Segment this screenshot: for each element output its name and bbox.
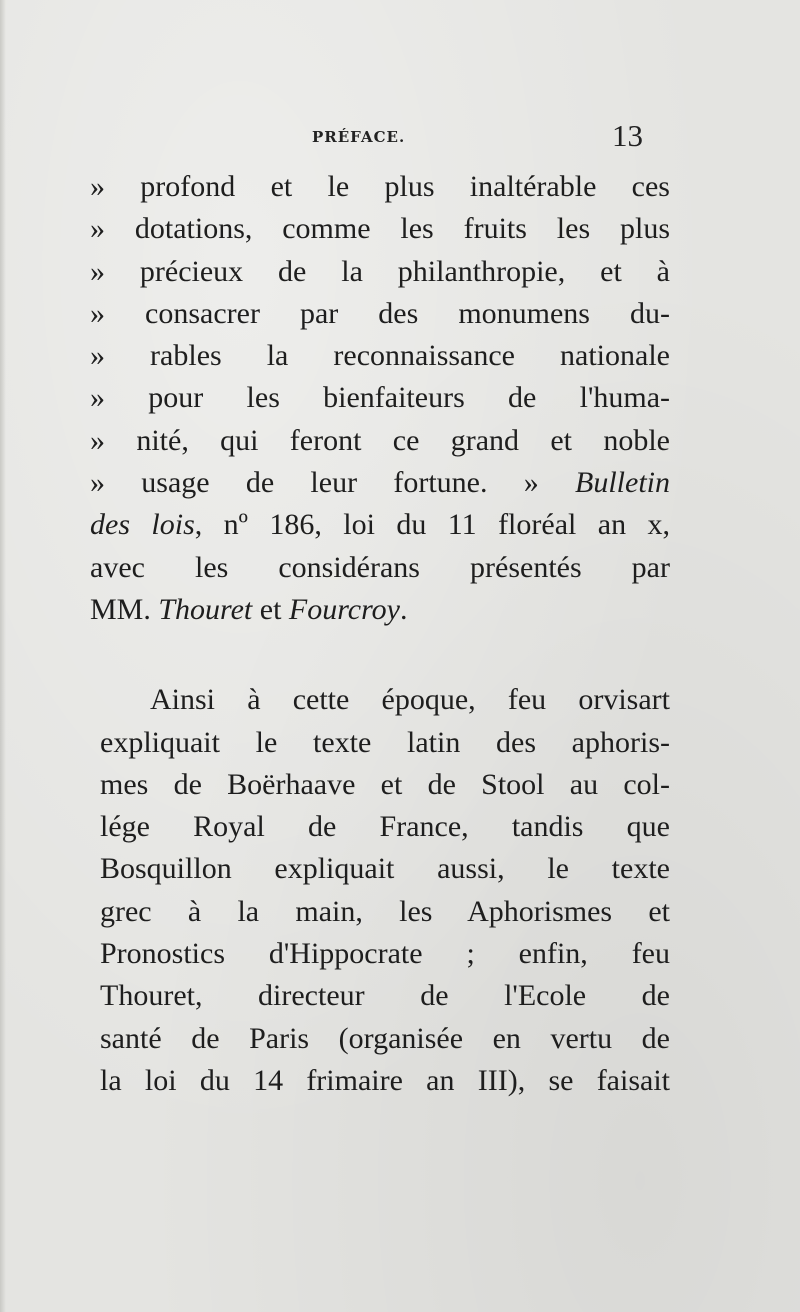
text-line: » consacrer par des monumens du- (90, 296, 670, 330)
text-line: mes de Boërhaave et de Stool au col- (100, 767, 670, 801)
citation-detail: , nº 186, loi du 11 floréal an x, (194, 508, 670, 542)
text-line: » rables la reconnaissance nationale (90, 339, 670, 373)
text-line: » précieux de la philanthropie, et à (90, 254, 670, 288)
running-head-title: PRÉFACE. (312, 128, 406, 146)
text-line: Pronostics d'Hippocrate ; enfin, feu (100, 937, 670, 971)
citation-title: Bulletin (575, 466, 670, 500)
author-name: Thouret (158, 592, 253, 626)
quote-text: » usage de leur fortune. » (90, 466, 576, 500)
text-line: » pour les bienfaiteurs de l'huma- (90, 381, 670, 415)
page-number: 13 (612, 118, 643, 153)
paragraph-gap (90, 631, 670, 679)
honorific: MM. (90, 592, 159, 626)
text-line: » profond et le plus inaltérable ces (90, 170, 670, 203)
text-line: lége Royal de France, tandis que (100, 810, 670, 844)
text-line: » nité, qui feront ce grand et noble (90, 423, 670, 457)
author-name: Fourcroy (288, 592, 401, 626)
paragraph-1 (90, 166, 670, 631)
text-line: expliquait le texte latin des aphoris- (100, 725, 670, 759)
text-line: Thouret, directeur de l'Ecole de (100, 979, 670, 1013)
text-line (90, 504, 670, 546)
period: . (400, 592, 408, 626)
text-line (90, 589, 670, 631)
text-line: la loi du 14 frimaire an III), se faisait (100, 1063, 670, 1097)
text-line: grec à la main, les Aphorismes et (100, 894, 670, 928)
text-line: » dotations, comme les fruits les plus (90, 212, 670, 246)
citation-title-cont: des lois (90, 508, 195, 542)
page-edge-shadow (0, 0, 6, 1312)
running-head (0, 118, 800, 152)
paragraph-2 (90, 679, 670, 1102)
conjunction: et (252, 592, 289, 626)
body-text (90, 166, 670, 1102)
text-line (90, 462, 670, 504)
text-line: santé de Paris (organisée en vertu de (100, 1021, 670, 1055)
text-line: Bosquillon expliquait aussi, le texte (100, 852, 670, 886)
text-line: Ainsi à cette époque, feu orvisart (150, 683, 670, 717)
text-line: avec les considérans présentés par (90, 550, 670, 584)
